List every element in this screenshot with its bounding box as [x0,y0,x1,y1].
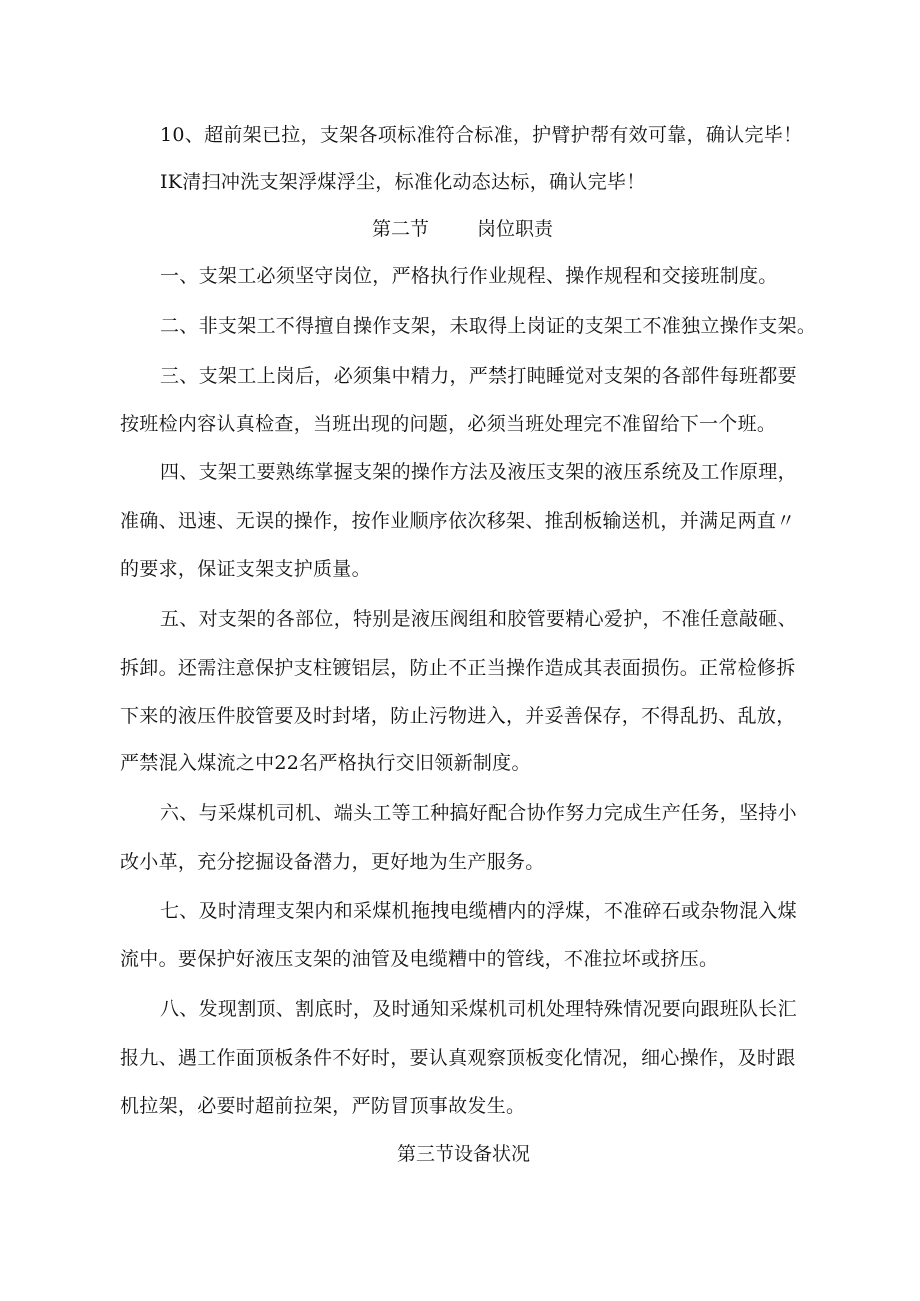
paragraph-line: 下来的液压件胶管要及时封堵，防止污物进入，并妥善保存，不得乱扔、乱放， [120,705,796,727]
paragraph-line: 五、对支架的各部位，特别是液压阀组和胶管要精心爱护，不准任意敲砸、 [160,608,797,630]
section-heading-3: 第三节设备状况 [397,1143,531,1165]
paragraph-line: 二、非支架工不得擅自操作支架，未取得上岗证的支架工不准独立操作支架。 [160,315,817,337]
paragraph-line: 流中。要保护好液压支架的油管及电缆糟中的管线，不准拉坏或挤压。 [120,948,719,970]
section-number: 第二节 [372,218,430,240]
section-title: 岗位职责 [477,218,554,240]
paragraph-line: 准确、迅速、无误的操作，按作业顺序依次移架、推刮板输送机，并满足两直〃 [120,510,796,532]
paragraph-line: 八、发现割顶、割底时，及时通知采煤机司机处理特殊情况要向跟班队长汇 [160,998,797,1020]
paragraph-line: 机拉架，必要时超前拉架，严防冒顶事故发生。 [120,1095,526,1117]
paragraph-line: 10、超前架已拉，支架各项标准符合标准，护臂护帮有效可靠，确认完毕！ [160,124,803,146]
section-heading-2 [372,217,553,241]
paragraph-line: 四、支架工要熟练掌握支架的操作方法及液压支架的液压系统及工作原理， [160,461,797,483]
paragraph-line: 六、与采煤机司机、端头工等工种搞好配合协作努力完成生产任务，坚持小 [160,802,797,824]
paragraph-line: 七、及时清理支架内和采煤机拖拽电缆槽内的浮煤，不准碎石或杂物混入煤 [160,900,797,922]
paragraph-line: 一、支架工必须坚守岗位，严格执行作业规程、操作规程和交接班制度。 [160,265,778,287]
paragraph-line: 改小革，充分挖掘设备潜力，更好地为生产服务。 [120,851,545,873]
paragraph-line: 拆卸。还需注意保护支柱镀铝层，防止不正当操作造成其表面损伤。正常检修拆 [120,657,796,679]
paragraph-line: 报九、遇工作面顶板条件不好时，要认真观察顶板变化情况，细心操作，及时跟 [120,1047,796,1069]
paragraph-line: 三、支架工上岗后，必须集中精力，严禁打盹睡觉对支架的各部件每班都要 [160,365,797,387]
paragraph-line: 严禁混入煤流之中22名严格执行交旧领新制度。 [120,752,531,774]
paragraph-line: IK清扫冲洗支架浮煤浮尘，标准化动态达标，确认完毕！ [160,171,646,193]
paragraph-line: 按班检内容认真检查，当班出现的问题，必须当班处理完不准留给下一个班。 [120,413,777,435]
paragraph-line: 的要求，保证支架支护质量。 [120,558,371,580]
